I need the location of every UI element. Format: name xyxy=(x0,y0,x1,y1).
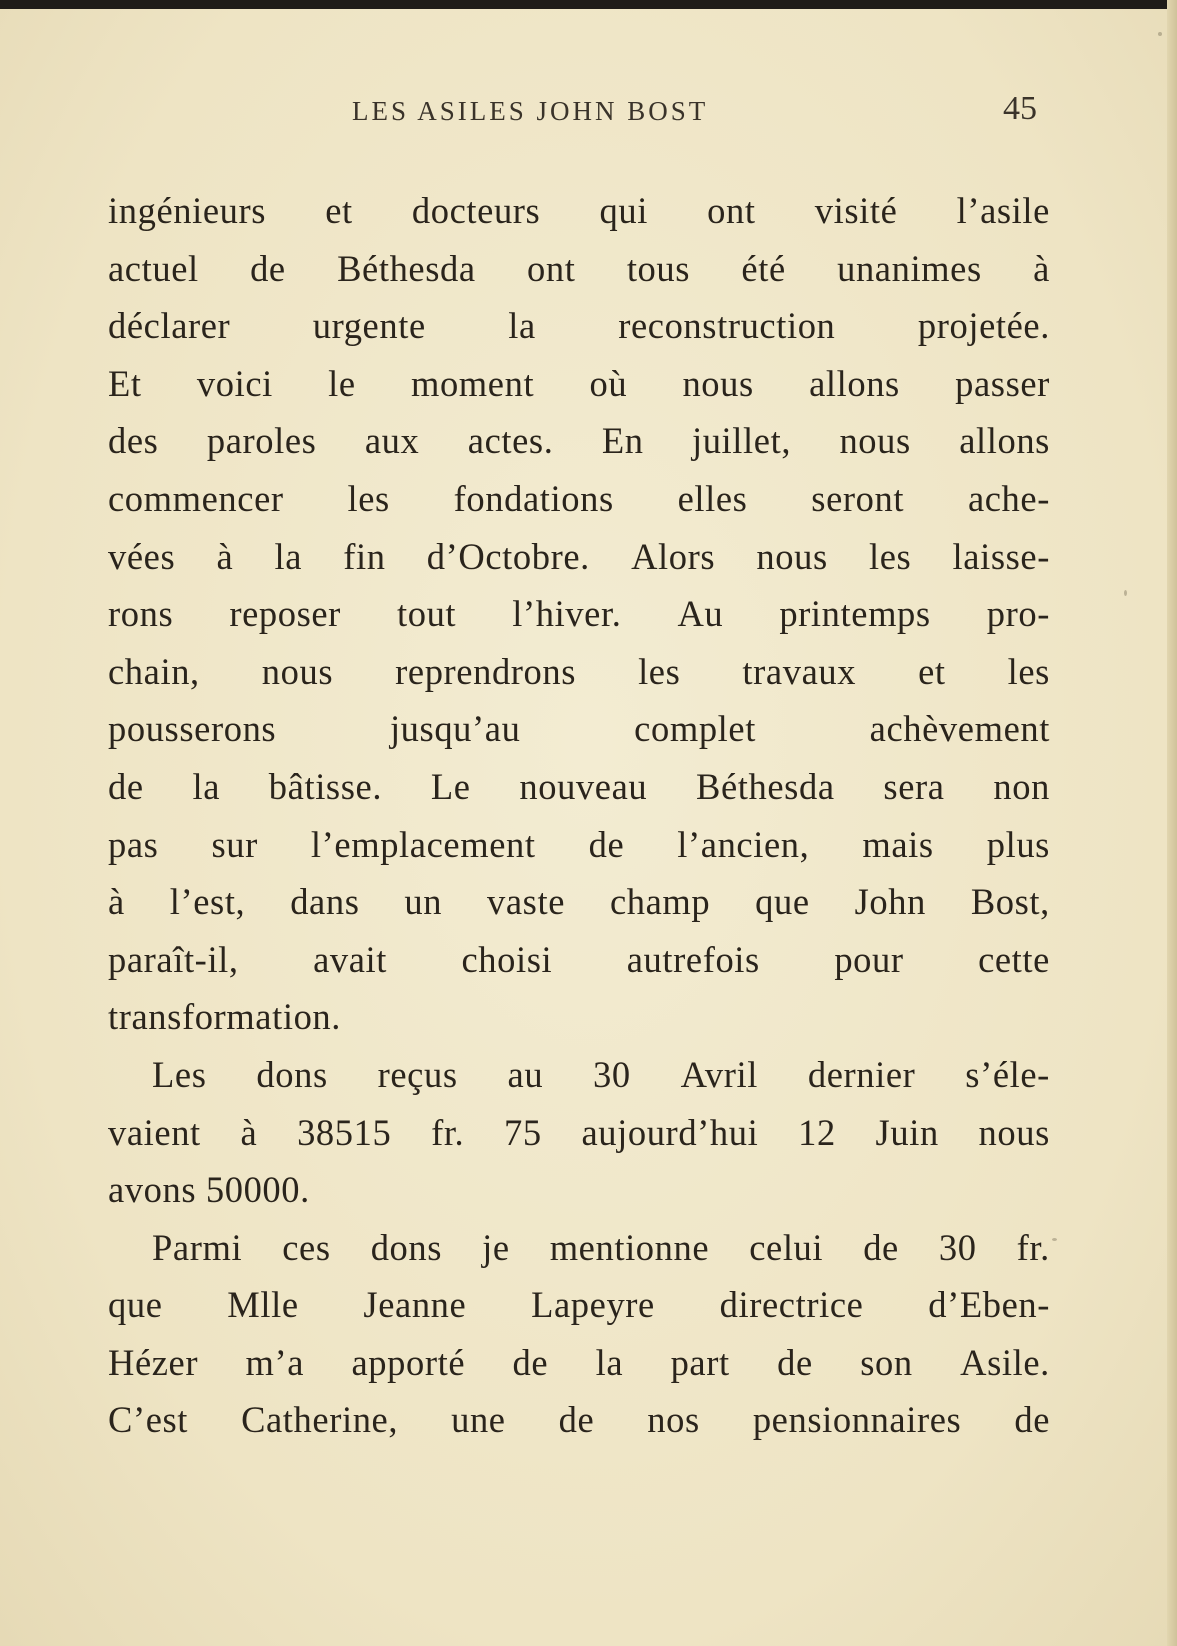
word: la xyxy=(508,305,536,347)
word: non xyxy=(993,765,1050,807)
word: 38515 xyxy=(297,1111,392,1153)
word: Béthesda xyxy=(696,765,835,807)
word: voici xyxy=(196,362,273,404)
word: Parmi xyxy=(152,1226,243,1268)
word: fin xyxy=(343,535,386,577)
word: que xyxy=(755,881,810,923)
word: John xyxy=(854,881,926,923)
word: son xyxy=(860,1341,913,1383)
word: achèvement xyxy=(869,708,1050,750)
word: nous xyxy=(978,1111,1050,1153)
word: de xyxy=(558,1399,595,1441)
word: paroles xyxy=(206,420,317,462)
page-right-edge xyxy=(1167,0,1177,1646)
text-line xyxy=(108,528,1050,586)
running-title: LES ASILES JOHN BOST xyxy=(352,96,709,126)
word: des xyxy=(108,420,159,462)
word: docteurs xyxy=(411,190,541,231)
word: que xyxy=(108,1284,163,1326)
word: fondations xyxy=(453,477,614,519)
text-line-content: transformation. xyxy=(108,996,342,1038)
word: dons xyxy=(256,1053,328,1095)
text-line xyxy=(108,297,1050,355)
word: commencer xyxy=(108,477,284,519)
word: l’hiver. xyxy=(512,593,622,635)
word: paraît-il, xyxy=(108,938,239,980)
text-line xyxy=(108,412,1050,470)
word: vaste xyxy=(487,881,566,923)
word: reposer xyxy=(229,593,341,635)
word: complet xyxy=(634,708,756,750)
word: de xyxy=(1014,1399,1050,1441)
word: 30 xyxy=(593,1053,631,1095)
word: mais xyxy=(862,823,934,865)
word: avait xyxy=(313,938,388,980)
word: 12 xyxy=(798,1111,836,1153)
text-line xyxy=(108,816,1050,874)
word: et xyxy=(325,190,353,231)
word: apporté xyxy=(351,1341,466,1383)
word: cette xyxy=(978,938,1050,980)
word: fr. xyxy=(1016,1226,1050,1268)
word: les xyxy=(638,650,681,692)
page-number: 45 xyxy=(1003,90,1037,127)
word: un xyxy=(404,881,443,923)
word: En xyxy=(601,420,644,462)
word: s’éle- xyxy=(965,1053,1050,1095)
word: directrice xyxy=(719,1284,864,1326)
text-line xyxy=(108,873,1050,931)
word: fr. xyxy=(431,1111,465,1153)
word: elles xyxy=(677,477,748,519)
text-line xyxy=(108,1391,1050,1449)
word: de xyxy=(863,1226,899,1268)
paper-speck xyxy=(1052,1238,1057,1241)
word: la xyxy=(192,765,220,807)
text-line xyxy=(108,240,1050,298)
word: qui xyxy=(599,190,648,231)
word: été xyxy=(741,247,786,289)
word: je xyxy=(482,1226,510,1268)
word: pensionnaires xyxy=(752,1399,962,1441)
word: d’Octobre. xyxy=(426,535,590,577)
paper-speck xyxy=(1158,32,1162,36)
word: Avril xyxy=(680,1053,758,1095)
word: nous xyxy=(682,362,754,404)
word: dons xyxy=(370,1226,443,1268)
word: de xyxy=(108,765,144,807)
word: nous xyxy=(756,535,828,577)
word: une xyxy=(451,1399,506,1441)
word: choisi xyxy=(461,938,553,980)
word: l’asile xyxy=(956,190,1050,231)
word: bâtisse. xyxy=(268,765,383,807)
word: nouveau xyxy=(519,765,648,807)
text-line xyxy=(108,585,1050,643)
word: sur xyxy=(211,823,258,865)
word: de xyxy=(777,1341,813,1383)
word: pour xyxy=(834,938,904,980)
text-line xyxy=(108,182,1050,240)
word: actes. xyxy=(467,420,554,462)
word: Lapeyre xyxy=(531,1284,655,1326)
word: pousserons xyxy=(108,708,277,750)
word: ingénieurs xyxy=(108,190,267,231)
word: ont xyxy=(707,190,756,231)
word: aujourd’hui xyxy=(581,1111,759,1153)
word: travaux xyxy=(742,650,857,692)
word: les xyxy=(868,535,912,577)
word: tout xyxy=(396,593,457,635)
word: de xyxy=(512,1341,549,1383)
word: ces xyxy=(282,1226,331,1268)
word: à xyxy=(108,881,125,923)
word: projetée. xyxy=(917,305,1050,347)
word: moment xyxy=(410,362,535,404)
word: nous xyxy=(261,650,334,692)
word: aux xyxy=(364,420,420,462)
word: vaient xyxy=(108,1111,201,1153)
word: à xyxy=(1033,247,1050,289)
word: la xyxy=(595,1341,624,1383)
word: déclarer xyxy=(108,305,231,347)
word: reçus xyxy=(377,1053,458,1095)
word: nos xyxy=(647,1399,700,1441)
word: les xyxy=(347,477,390,519)
text-line xyxy=(108,700,1050,758)
word: mentionne xyxy=(549,1226,710,1268)
word: pas xyxy=(108,823,159,865)
word: tous xyxy=(626,247,691,289)
word: seront xyxy=(811,477,905,519)
word: visité xyxy=(814,190,898,231)
word: dernier xyxy=(807,1053,916,1095)
text-line xyxy=(108,1276,1050,1334)
paper-speck xyxy=(1124,590,1127,596)
word: champ xyxy=(609,881,711,923)
word: l’est, xyxy=(169,881,246,923)
word: rons xyxy=(108,593,174,635)
word: nous xyxy=(839,420,911,462)
word: chain, xyxy=(108,650,200,692)
word: où xyxy=(589,362,628,404)
text-line xyxy=(108,931,1050,989)
word: autrefois xyxy=(626,938,760,980)
word: dans xyxy=(290,881,360,923)
word: Béthesda xyxy=(337,247,476,289)
word: le xyxy=(328,362,356,404)
word: jusqu’au xyxy=(389,708,521,750)
word: unanimes xyxy=(837,247,982,289)
word: Asile. xyxy=(960,1341,1050,1383)
word: les xyxy=(1007,650,1050,692)
word: ache- xyxy=(967,477,1050,519)
word: au xyxy=(507,1053,544,1095)
text-line xyxy=(108,1046,1050,1104)
word: Les xyxy=(152,1053,207,1095)
word: plus xyxy=(986,823,1050,865)
text-line xyxy=(108,1219,1050,1277)
text-line xyxy=(108,470,1050,528)
word: Juin xyxy=(875,1111,939,1153)
word: Et xyxy=(108,362,142,404)
word: 75 xyxy=(504,1111,542,1153)
running-head xyxy=(0,90,1177,130)
word: Au xyxy=(677,593,724,635)
word: vées xyxy=(108,535,176,577)
word: de xyxy=(588,823,625,865)
word: passer xyxy=(955,362,1050,404)
word: d’Eben- xyxy=(928,1284,1050,1326)
word: Hézer xyxy=(108,1341,199,1383)
word: printemps xyxy=(779,593,931,635)
word: Mlle xyxy=(227,1284,299,1326)
text-line xyxy=(108,758,1050,816)
word: et xyxy=(918,650,946,692)
text-line xyxy=(108,1104,1050,1162)
text-line xyxy=(108,1334,1050,1392)
word: reprendrons xyxy=(395,650,577,692)
word: Le xyxy=(430,765,471,807)
word: l’emplacement xyxy=(310,823,536,865)
word: sera xyxy=(883,765,945,807)
word: Jeanne xyxy=(363,1284,467,1326)
word: à xyxy=(216,535,234,577)
word: de xyxy=(250,247,286,289)
word: allons xyxy=(959,420,1050,462)
text-line-content: avons 50000. xyxy=(108,1169,310,1211)
word: reconstruction xyxy=(618,305,836,347)
word: la xyxy=(274,535,303,577)
word: juillet, xyxy=(691,420,792,462)
text-line xyxy=(108,1161,1050,1219)
word: m’a xyxy=(245,1341,305,1383)
word: laisse- xyxy=(952,535,1050,577)
text-line xyxy=(108,355,1050,413)
word: Alors xyxy=(631,535,716,577)
word: ont xyxy=(527,247,576,289)
word: part xyxy=(670,1341,730,1383)
word: allons xyxy=(809,362,900,404)
word: pro- xyxy=(986,593,1050,635)
word: Bost, xyxy=(970,881,1050,923)
word: celui xyxy=(749,1226,824,1268)
word: 30 xyxy=(938,1226,977,1268)
page-top-edge xyxy=(0,0,1177,9)
text-line xyxy=(108,643,1050,701)
word: urgente xyxy=(312,305,426,347)
word: à xyxy=(240,1111,258,1153)
body-text xyxy=(108,182,1050,1449)
word: C’est xyxy=(108,1399,189,1441)
word: l’ancien, xyxy=(677,823,810,865)
word: Catherine, xyxy=(241,1399,399,1441)
word: actuel xyxy=(108,247,199,289)
text-line xyxy=(108,988,1050,1046)
